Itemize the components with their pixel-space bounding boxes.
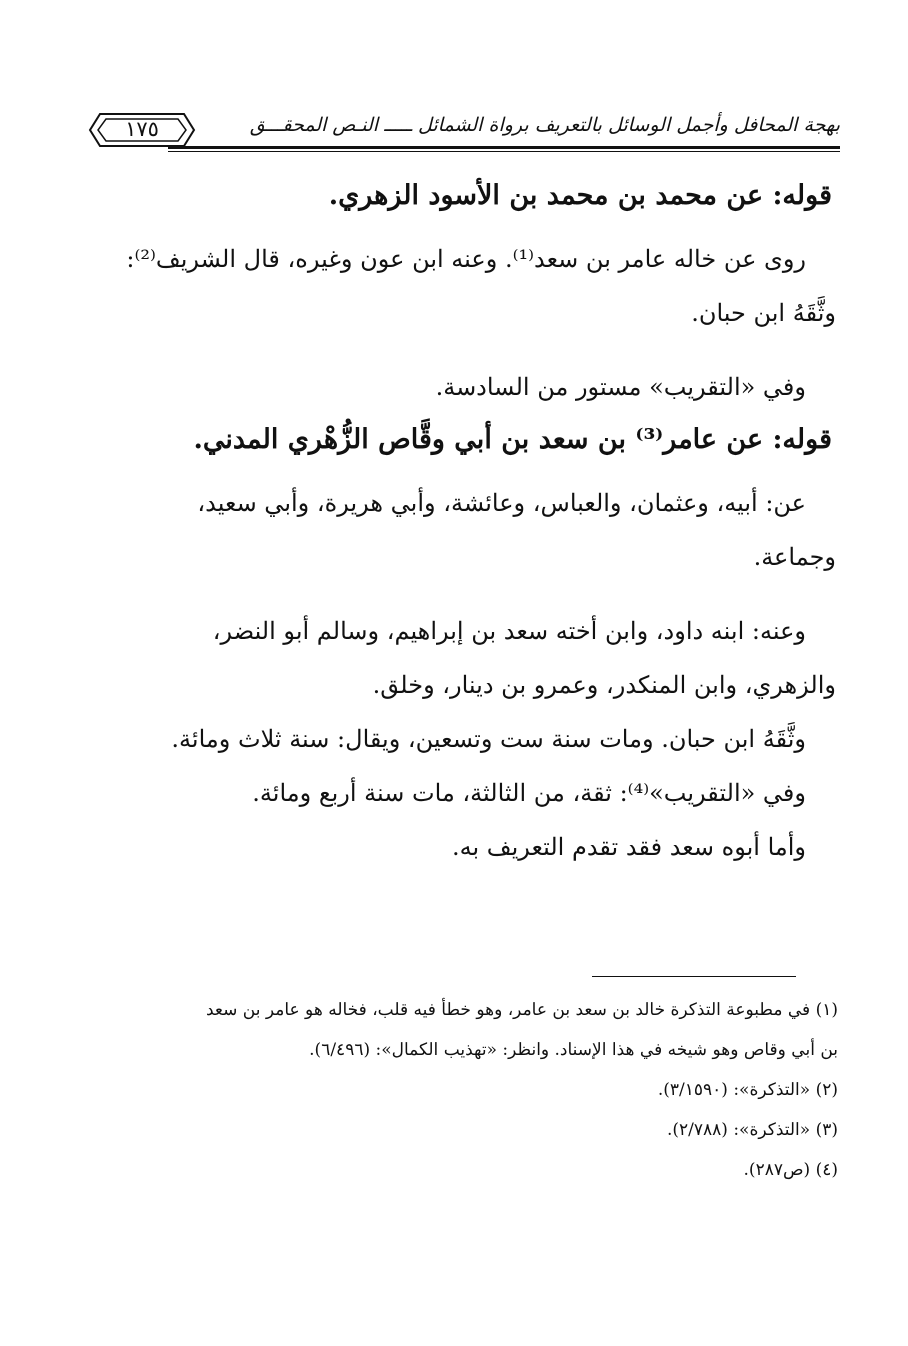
- paragraph-line: عن: أبيه، وعثمان، والعباس، وعائشة، وأبي هريرة، وأبي سعيد،: [197, 489, 806, 517]
- paragraph-line: والزهري، وابن المنكدر، وعمرو بن دينار، وخلق.: [372, 671, 836, 699]
- paragraph-line: وعنه: ابنه داود، وابن أخته سعد بن إبراهيم، وسالم أبو النضر،: [212, 617, 806, 645]
- main-text: [108, 170, 836, 874]
- page-number-badge: [88, 112, 196, 148]
- footnote-separator: [592, 976, 796, 977]
- footnote-4: (٤) (ص٢٨٧).: [743, 1160, 838, 1180]
- paragraph-line: وفي «التقريب»⁽⁴⁾: ثقة، من الثالثة، مات سنة أربع ومائة.: [252, 779, 806, 807]
- header-rule-thin: [168, 151, 840, 152]
- paragraph-line: وفي «التقريب» مستور من السادسة.: [435, 373, 806, 401]
- paragraph-line: وأما أبوه سعد فقد تقدم التعريف به.: [451, 833, 806, 861]
- footnote-3: (٣) «التذكرة»: (٢/٧٨٨).: [666, 1120, 838, 1140]
- paragraph-line: وثَّقَهُ ابن حبان.: [691, 299, 836, 327]
- paragraph-line: روى عن خاله عامر بن سعد⁽¹⁾. وعنه ابن عون وغيره، قال الشريف⁽²⁾:: [126, 245, 806, 273]
- paragraph-line: وثَّقَهُ ابن حبان. ومات سنة ست وتسعين، ويقال: سنة ثلاث ومائة.: [171, 725, 806, 753]
- footnote-1-continued: بن أبي وقاص وهو شيخه في هذا الإسناد. وانظر: «تهذيب الكمال»: (٦/٤٩٦).: [309, 1040, 838, 1060]
- entry-heading: قوله: عن عامر⁽³⁾ بن سعد بن أبي وقَّاص الزُّهْري المدني.: [193, 424, 832, 455]
- page-number: ١٧٥: [125, 117, 159, 141]
- paragraph-line: وجماعة.: [753, 543, 836, 571]
- footnote-2: (٢) «التذكرة»: (٣/١٥٩٠).: [657, 1080, 838, 1100]
- footnote-1: (١) في مطبوعة التذكرة خالد بن سعد بن عامر، وهو خطأ فيه قلب، فخاله هو عامر بن سعد: [206, 1000, 838, 1020]
- entry-heading: قوله: عن محمد بن محمد بن الأسود الزهري.: [328, 180, 832, 211]
- running-header-title: بهجة المحافل وأجمل الوسائل بالتعريف برواة الشمائل ـــــ النـص المحقـــق: [249, 114, 840, 136]
- footnotes: [108, 990, 838, 1190]
- header-rule: [168, 146, 840, 149]
